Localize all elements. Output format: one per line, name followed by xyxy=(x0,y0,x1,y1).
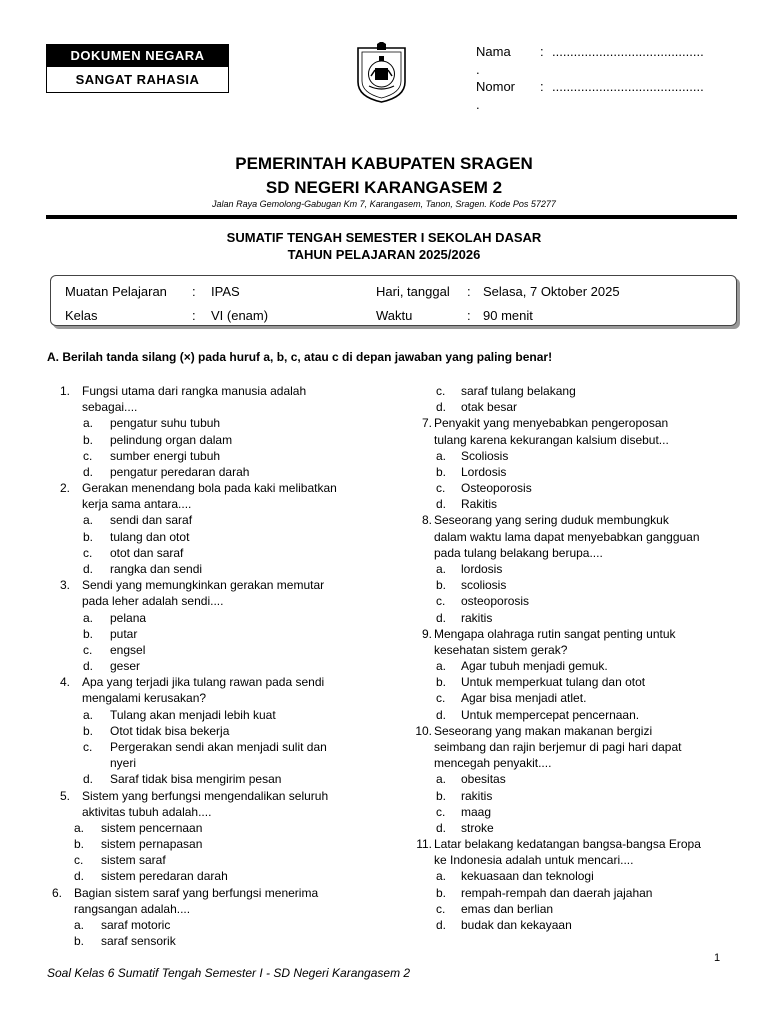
option-text: kekuasaan dan teknologi xyxy=(461,869,594,884)
header-divider xyxy=(46,215,737,219)
exam-year: TAHUN PELAJARAN 2025/2026 xyxy=(287,247,481,262)
option-text: geser xyxy=(110,659,141,674)
name-separator: : xyxy=(540,44,544,59)
option-text: sendi dan saraf xyxy=(110,513,193,528)
option-text: sistem saraf xyxy=(101,853,166,868)
option-letter: b. xyxy=(436,578,447,593)
option-text: scoliosis xyxy=(461,578,507,593)
option-letter: c. xyxy=(74,853,84,868)
number-field xyxy=(476,79,756,95)
option-letter: a. xyxy=(436,772,447,787)
number-blank: .......................................... xyxy=(552,79,704,94)
subject-separator: : xyxy=(192,284,196,299)
page-number: 1 xyxy=(714,952,721,964)
question-text: tulang karena kekurangan kalsium disebut... xyxy=(434,432,669,447)
exam-info-box xyxy=(50,275,737,326)
option-letter: a. xyxy=(436,448,447,463)
option-text: Agar tubuh menjadi gemuk. xyxy=(461,659,608,674)
option-text: sistem pencernaan xyxy=(101,820,203,835)
option-text: Agar bisa menjadi atlet. xyxy=(461,691,587,706)
question-text: pada tulang belakang berupa.... xyxy=(434,545,603,560)
question-number: 7. xyxy=(421,416,432,431)
option-letter: b. xyxy=(436,885,447,900)
page-footer: Soal Kelas 6 Sumatif Tengah Semester I - SD Negeri Karangasem 2 xyxy=(47,966,411,980)
question-text: Seseorang yang sering duduk membungkuk xyxy=(434,513,669,528)
question-text: sebagai.... xyxy=(82,400,138,415)
name-field xyxy=(476,44,756,60)
option-text: saraf tulang belakang xyxy=(461,384,576,398)
question-number: 3. xyxy=(59,578,70,593)
option-text: Rakitis xyxy=(461,497,498,512)
option-letter: d. xyxy=(83,464,94,479)
option-text: Tulang akan menjadi lebih kuat xyxy=(110,707,276,722)
number-dot-tail: . xyxy=(476,97,480,112)
option-letter: d. xyxy=(436,707,447,722)
option-text: saraf sensorik xyxy=(101,934,176,949)
option-letter: d. xyxy=(83,561,94,576)
question-number: 8. xyxy=(421,513,432,528)
option-text: lordosis xyxy=(461,561,503,576)
number-label: Nomor xyxy=(476,79,516,94)
duration-separator: : xyxy=(467,308,471,323)
option-text: rempah-rempah dan daerah jajahan xyxy=(461,885,653,900)
question-text: mencegah penyakit.... xyxy=(434,756,552,771)
question-text: dalam waktu lama dapat menyebabkan gangguan xyxy=(434,529,700,544)
question-number: 5. xyxy=(59,788,70,803)
option-text: otot dan saraf xyxy=(110,545,184,560)
option-letter: a. xyxy=(74,917,85,932)
question-text: rangsangan adalah.... xyxy=(74,901,191,916)
question-text: Gerakan menendang bola pada kaki melibatkan xyxy=(82,481,337,496)
option-letter: b. xyxy=(436,675,447,690)
question-text: mengalami kerusakan? xyxy=(82,691,207,706)
option-text: Untuk mempercepat pencernaan. xyxy=(461,707,640,722)
option-text: Osteoporosis xyxy=(461,481,532,496)
option-text: pengatur peredaran darah xyxy=(110,464,250,479)
question-text: kesehatan sistem gerak? xyxy=(434,642,568,657)
option-letter: d. xyxy=(436,497,447,512)
question-text: Apa yang terjadi jika tulang rawan pada sendi xyxy=(82,675,325,690)
option-text: otak besar xyxy=(461,400,518,415)
name-label: Nama xyxy=(476,44,511,59)
question-text: seimbang dan rajin berjemur di pagi hari dapat xyxy=(434,739,682,754)
option-text: maag xyxy=(461,804,492,819)
option-letter: c. xyxy=(436,384,446,398)
exam-title: SUMATIF TENGAH SEMESTER I SEKOLAH DASAR xyxy=(226,230,542,245)
option-text: nyeri xyxy=(110,756,137,771)
option-text: osteoporosis xyxy=(461,594,530,609)
classification-top: DOKUMEN NEGARA xyxy=(47,45,228,67)
option-letter: d. xyxy=(436,820,447,835)
option-letter: b. xyxy=(74,934,85,949)
classification-box xyxy=(46,44,229,93)
option-text: Lordosis xyxy=(461,464,507,479)
option-letter: d. xyxy=(74,869,85,884)
option-text: rakitis xyxy=(461,610,493,625)
question-text: Sistem yang berfungsi mengendalikan seluruh xyxy=(82,788,329,803)
subject-value: IPAS xyxy=(211,284,240,299)
section-a-instruction: A. Berilah tanda silang (×) pada huruf a, b, c, atau c di depan jawaban yang paling benar! xyxy=(47,350,553,364)
option-letter: b. xyxy=(83,529,94,544)
option-text: obesitas xyxy=(461,772,506,787)
class-separator: : xyxy=(192,308,196,323)
option-text: rakitis xyxy=(461,788,493,803)
option-text: pengatur suhu tubuh xyxy=(110,416,221,431)
option-text: rangka dan sendi xyxy=(110,561,203,576)
date-separator: : xyxy=(467,284,471,299)
option-letter: c. xyxy=(436,594,446,609)
name-dot-tail: . xyxy=(476,62,480,77)
question-text: Bagian sistem saraf yang berfungsi menerima xyxy=(74,885,319,900)
date-label: Hari, tanggal xyxy=(376,284,450,299)
option-text: Otot tidak bisa bekerja xyxy=(110,723,230,738)
question-number: 10. xyxy=(415,723,432,738)
option-letter: a. xyxy=(83,513,94,528)
question-text: Latar belakang kedatangan bangsa-bangsa Eropa xyxy=(434,837,701,852)
option-letter: b. xyxy=(74,837,85,852)
option-letter: a. xyxy=(436,659,447,674)
question-text: Seseorang yang makan makanan bergizi xyxy=(434,723,653,738)
option-text: pelana xyxy=(110,610,147,625)
government-title: PEMERINTAH KABUPATEN SRAGEN xyxy=(235,154,533,173)
question-number: 2. xyxy=(59,481,70,496)
option-text: Saraf tidak bisa mengirim pesan xyxy=(110,772,282,787)
option-letter: b. xyxy=(83,626,94,641)
option-letter: d. xyxy=(436,610,447,625)
option-text: tulang dan otot xyxy=(110,529,190,544)
name-blank: .......................................... xyxy=(552,44,704,59)
school-address: Jalan Raya Gemolong-Gabugan Km 7, Karangasem, Tanon, Sragen. Kode Pos 57277 xyxy=(212,199,556,209)
option-text: sistem pernapasan xyxy=(101,837,203,852)
option-text: budak dan kekayaan xyxy=(461,917,572,932)
duration-value: 90 menit xyxy=(483,308,533,323)
option-letter: d. xyxy=(436,400,447,415)
option-text: sistem peredaran darah xyxy=(101,869,228,884)
question-number: 4. xyxy=(59,675,70,690)
option-letter: d. xyxy=(83,659,94,674)
option-text: putar xyxy=(110,626,138,641)
option-text: saraf motoric xyxy=(101,917,171,932)
number-separator: : xyxy=(540,79,544,94)
option-letter: c. xyxy=(436,481,446,496)
option-letter: c. xyxy=(436,691,446,706)
option-letter: a. xyxy=(83,707,94,722)
question-number: 11. xyxy=(416,837,432,852)
option-text: stroke xyxy=(461,820,494,835)
question-number: 1. xyxy=(59,384,70,398)
question-number: 6. xyxy=(51,885,62,900)
question-text: kerja sama antara.... xyxy=(82,497,192,512)
date-value: Selasa, 7 Oktober 2025 xyxy=(483,284,620,299)
option-text: Untuk memperkuat tulang dan otot xyxy=(461,675,646,690)
class-label: Kelas xyxy=(65,308,98,323)
question-text: pada leher adalah sendi.... xyxy=(82,594,224,609)
option-letter: c. xyxy=(83,545,93,560)
option-letter: d. xyxy=(436,917,447,932)
question-text: Sendi yang memungkinkan gerakan memutar xyxy=(82,578,325,593)
option-letter: c. xyxy=(83,448,93,463)
classification-bottom: SANGAT RAHASIA xyxy=(75,72,200,87)
option-letter: c. xyxy=(436,901,446,916)
question-text: Penyakit yang menyebabkan pengeroposan xyxy=(434,416,669,431)
option-text: sumber energi tubuh xyxy=(110,448,221,463)
option-text: pelindung organ dalam xyxy=(110,432,233,447)
option-letter: b. xyxy=(436,464,447,479)
option-letter: a. xyxy=(436,869,447,884)
option-letter: a. xyxy=(74,820,85,835)
regency-emblem-icon xyxy=(355,42,408,104)
option-letter: c. xyxy=(436,804,446,819)
option-letter: a. xyxy=(436,561,447,576)
option-text: engsel xyxy=(110,642,146,657)
subject-label: Muatan Pelajaran xyxy=(65,284,167,299)
question-text: Mengapa olahraga rutin sangat penting untuk xyxy=(434,626,676,641)
school-title: SD NEGERI KARANGASEM 2 xyxy=(265,178,503,197)
option-letter: c. xyxy=(83,739,93,754)
class-value: VI (enam) xyxy=(211,308,269,323)
option-text: Scoliosis xyxy=(461,448,509,463)
option-letter: b. xyxy=(83,432,94,447)
question-number: 9. xyxy=(421,626,432,641)
option-text: emas dan berlian xyxy=(461,901,554,916)
option-letter: b. xyxy=(436,788,447,803)
option-letter: c. xyxy=(83,642,93,657)
option-letter: a. xyxy=(83,416,94,431)
option-letter: d. xyxy=(83,772,94,787)
question-text: Fungsi utama dari rangka manusia adalah xyxy=(82,384,307,398)
option-letter: b. xyxy=(83,723,94,738)
question-text: aktivitas tubuh adalah.... xyxy=(82,804,212,819)
question-text: ke Indonesia adalah untuk mencari.... xyxy=(434,853,634,868)
option-letter: a. xyxy=(83,610,94,625)
duration-label: Waktu xyxy=(376,308,413,323)
option-text: Pergerakan sendi akan menjadi sulit dan xyxy=(110,739,327,754)
